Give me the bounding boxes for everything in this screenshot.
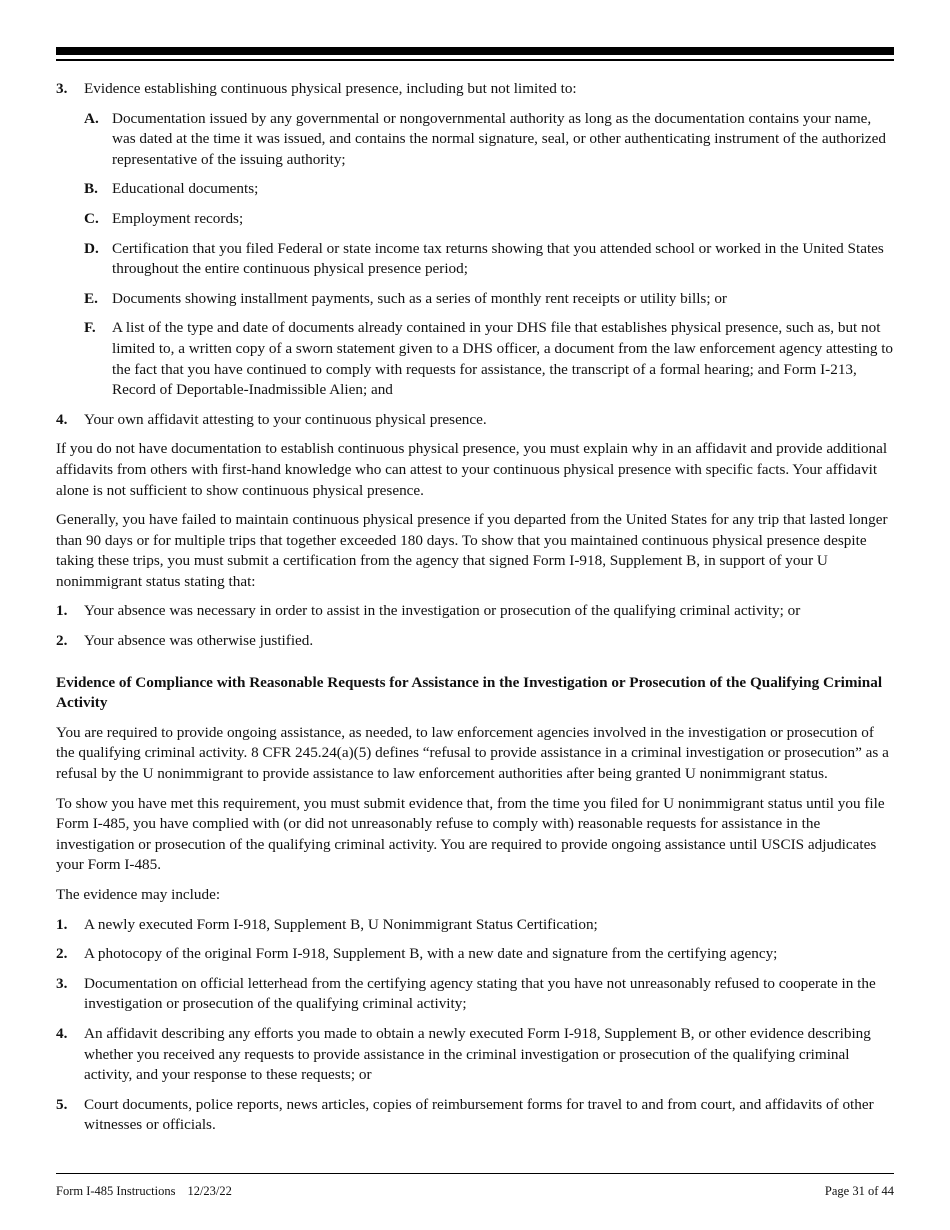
sub-item-c — [56, 209, 896, 230]
sub-text: Certification that you filed Federal or state income tax returns showing that you attended school or worked in the United States throughout the entire continuous physical presence period; — [112, 239, 884, 278]
paragraph-ongoing-assistance: You are required to provide ongoing assistance, as needed, to law enforcement agencies involved in the investigation or prosecution of the qualifying criminal activity. 8 CFR 245.24(a)(5) defines “refusal to provide assistance in a criminal investigation or prosecution” as a refusal by the U nonimmigrant to provide assistance to law enforcement authorities after being granted U nonimmigrant status. — [56, 723, 889, 783]
sub-item-d — [56, 239, 896, 280]
list-text: A photocopy of the original Form I-918, Supplement B, with a new date and signature from the certifying agency; — [84, 945, 778, 963]
paragraph-failed-presence: Generally, you have failed to maintain continuous physical presence if you departed from the United States for any trip that lasted longer than 90 days or for multiple trips that together exceeded 180 days. To show that you maintained continuous physical presence despite taking these trips, you must submit a certification from the agency that signed Form I-918, Supplement B, in support of your U nonimmigrant status stating that: — [56, 511, 888, 590]
page-content — [56, 79, 896, 1145]
evidence-item-4 — [56, 1024, 896, 1086]
list-number: 3. — [56, 974, 68, 992]
list-number: 4. — [56, 410, 68, 428]
header-rule-thin — [56, 59, 894, 61]
sub-letter: A. — [84, 109, 99, 127]
footer-rule — [56, 1173, 894, 1174]
absence-item-1 — [56, 601, 896, 622]
evidence-item-5 — [56, 1095, 896, 1136]
list-number: 2. — [56, 945, 68, 963]
list-text: Court documents, police reports, news articles, copies of reimbursement forms for travel to and from court, and affidavits of other witnesses or officials. — [84, 1095, 874, 1134]
sub-item-b — [56, 179, 896, 200]
list-text: Your own affidavit attesting to your continuous physical presence. — [84, 410, 487, 428]
list-text: Documentation on official letterhead from the certifying agency stating that you have not unreasonably refused to cooperate in the investigation or prosecution of the qualifying criminal activity; — [84, 974, 876, 1013]
list-text: Evidence establishing continuous physical presence, including but not limited to: — [84, 80, 577, 97]
evidence-item-2 — [56, 944, 896, 965]
footer-date: 12/23/22 — [187, 1184, 232, 1198]
list-number: 1. — [56, 602, 68, 620]
list-text: A newly executed Form I-918, Supplement B, U Nonimmigrant Status Certification; — [84, 915, 598, 933]
list-text: An affidavit describing any efforts you made to obtain a newly executed Form I-918, Supplement B, or other evidence describing whether you received any requests to provide assistance in the criminal investigation or prosecution of the qualifying criminal activity, and your response to these requests; or — [84, 1024, 871, 1084]
list-number: 5. — [56, 1095, 68, 1113]
sub-letter: C. — [84, 209, 99, 227]
sub-item-a — [56, 109, 896, 171]
sub-letter: E. — [84, 289, 98, 307]
sub-text: Employment records; — [112, 209, 244, 227]
list-text: Your absence was otherwise justified. — [84, 632, 314, 650]
sub-text: Documentation issued by any governmental or nongovernmental authority as long as the documentation contains your name, was dated at the time it was issued, and contains the normal signature, seal, or other authenticating instrument of the authorized representative of the issuing authority; — [112, 109, 886, 168]
footer-page-number: Page 31 of 44 — [824, 1184, 894, 1198]
sub-letter: D. — [84, 239, 99, 257]
sub-item-f — [56, 318, 896, 400]
paragraph-requirement: To show you have met this requirement, you must submit evidence that, from the time you filed for U nonimmigrant status until you file Form I-485, you have complied with (or did not unreasonably refuse to comply with) reasonable requests for assistance in the investigation or prosecution of the qualifying criminal activity. You are required to provide ongoing assistance until USCIS adjudicates your Form I-485. — [56, 794, 885, 874]
sub-letter: B. — [84, 180, 98, 198]
list-item-3 — [56, 79, 896, 100]
list-number: 3. — [56, 80, 68, 97]
evidence-item-3 — [56, 974, 896, 1015]
absence-item-2 — [56, 631, 896, 652]
evidence-item-1 — [56, 915, 896, 936]
sub-text: Educational documents; — [112, 180, 259, 198]
footer-form-info — [56, 1183, 232, 1199]
sub-text: A list of the type and date of documents already contained in your DHS file that establishes physical presence, such as, but not limited to, a written copy of a sworn statement given to a DHS officer, a document from the law enforcement agency attesting to the fact that you have continued to comply with requests for assistance, the transcript of a formal hearing; and Form I-213, Record of Deportable-Inadmissible Alien; and — [112, 319, 894, 399]
paragraph-evidence-intro: The evidence may include: — [56, 886, 221, 903]
list-item-4 — [56, 410, 896, 431]
list-number: 4. — [56, 1024, 68, 1042]
sub-item-e — [56, 289, 896, 310]
sub-text: Documents showing installment payments, such as a series of monthly rent receipts or utility bills; or — [112, 289, 727, 307]
sub-letter: F. — [84, 319, 96, 337]
section-heading: Evidence of Compliance with Reasonable Requests for Assistance in the Investigation or Prosecution of the Qualifying Criminal Activity — [56, 673, 883, 712]
list-number: 2. — [56, 632, 68, 650]
list-number: 1. — [56, 915, 68, 933]
list-text: Your absence was necessary in order to assist in the investigation or prosecution of the qualifying criminal activity; or — [84, 602, 801, 620]
footer-form-name: Form I-485 Instructions — [56, 1184, 176, 1198]
paragraph-no-documentation: If you do not have documentation to establish continuous physical presence, you must explain why in an affidavit and provide additional affidavits from others with first-hand knowledge who can attest to your continuous physical presence with specific facts. Your affidavit alone is not sufficient to show continuous physical presence. — [56, 440, 888, 499]
header-rule-thick — [56, 47, 894, 55]
